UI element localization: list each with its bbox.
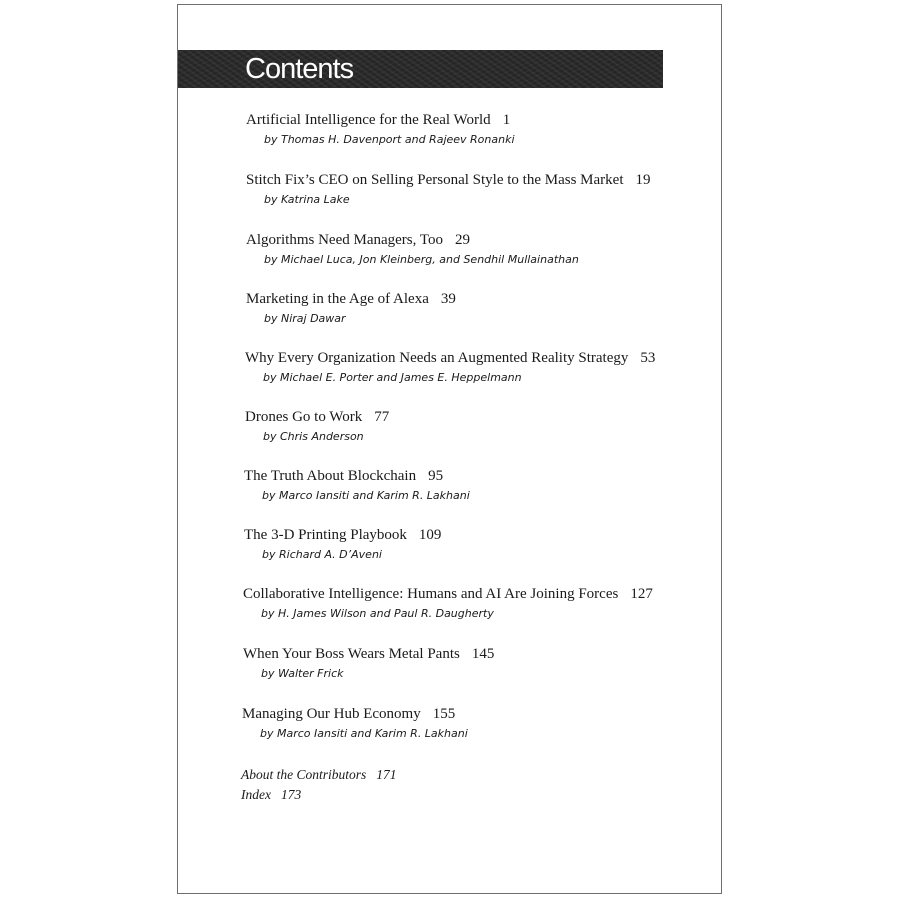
- toc-entry: [242, 705, 468, 741]
- entry-author: by Marco Iansiti and Karim R. Lakhani: [262, 489, 470, 502]
- back-matter-page-number: 173: [280, 787, 302, 802]
- toc-entry: [245, 408, 389, 444]
- entry-title-line: [242, 705, 468, 723]
- entry-author: by Michael E. Porter and James E. Heppelmann: [263, 371, 522, 384]
- entry-title: Algorithms Need Managers, Too: [246, 232, 443, 248]
- entry-title: When Your Boss Wears Metal Pants: [243, 646, 460, 662]
- entry-author: by Michael Luca, Jon Kleinberg, and Sendhil Mullainathan: [264, 253, 579, 266]
- toc-entry: [244, 526, 441, 562]
- entry-author: by H. James Wilson and Paul R. Daugherty: [261, 607, 494, 620]
- entry-page-number: 109: [418, 527, 442, 543]
- entry-author: by Thomas H. Davenport and Rajeev Ronanki: [264, 133, 515, 146]
- toc-entry: [243, 645, 494, 681]
- entry-title-line: [243, 645, 494, 663]
- entry-page-number: 39: [440, 291, 456, 307]
- entry-title: Collaborative Intelligence: Humans and AI Are Joining Forces: [243, 586, 619, 602]
- toc-entry: [246, 290, 456, 326]
- toc-entry: [246, 111, 515, 147]
- entry-page-number: 77: [374, 409, 390, 425]
- entry-author: by Niraj Dawar: [264, 312, 346, 325]
- back-matter-entry: [241, 767, 397, 783]
- contents-banner: [178, 50, 663, 88]
- entry-title-line: [246, 171, 651, 189]
- entry-page-number: 29: [454, 232, 470, 248]
- entry-author: by Marco Iansiti and Karim R. Lakhani: [260, 727, 468, 740]
- entry-title-line: [245, 408, 389, 426]
- entry-title: Drones Go to Work: [245, 409, 363, 425]
- entry-title: Artificial Intelligence for the Real World: [246, 112, 491, 128]
- entry-author: by Chris Anderson: [263, 430, 364, 443]
- entry-title-line: [246, 290, 456, 308]
- entry-title: The Truth About Blockchain: [244, 468, 417, 484]
- entry-title-line: [243, 585, 653, 603]
- book-page: [177, 4, 722, 894]
- entry-title: Why Every Organization Needs an Augmented Reality Strategy: [245, 350, 629, 366]
- back-matter-title: About the Contributors: [241, 767, 367, 782]
- entry-page-number: 53: [640, 350, 656, 366]
- entry-title-line: [246, 111, 515, 129]
- entry-page-number: 95: [428, 468, 444, 484]
- entry-author: by Walter Frick: [261, 667, 344, 680]
- back-matter-page-number: 171: [376, 767, 397, 782]
- entry-title-line: [244, 467, 470, 485]
- toc-entry: [246, 171, 651, 207]
- entry-title: Managing Our Hub Economy: [242, 706, 421, 722]
- back-matter-title: Index: [241, 787, 271, 802]
- entry-title: Stitch Fix’s CEO on Selling Personal Style to the Mass Market: [246, 172, 624, 188]
- back-matter-entry: [241, 787, 301, 803]
- entry-title-line: [246, 231, 579, 249]
- entry-page-number: 155: [432, 706, 456, 722]
- toc-entry: [246, 231, 579, 267]
- toc-entry: [244, 467, 470, 503]
- toc-entry: [245, 349, 655, 385]
- toc-entry: [243, 585, 653, 621]
- entry-page-number: 19: [635, 172, 651, 188]
- entry-page-number: 145: [471, 646, 495, 662]
- entry-title: The 3-D Printing Playbook: [244, 527, 407, 543]
- entry-title-line: [245, 349, 655, 367]
- entry-author: by Katrina Lake: [264, 193, 350, 206]
- page-title: Contents: [245, 53, 354, 85]
- entry-author: by Richard A. D’Aveni: [262, 548, 382, 561]
- entry-page-number: 1: [502, 112, 511, 128]
- entry-page-number: 127: [630, 586, 653, 602]
- entry-title-line: [244, 526, 441, 544]
- entry-title: Marketing in the Age of Alexa: [246, 291, 429, 307]
